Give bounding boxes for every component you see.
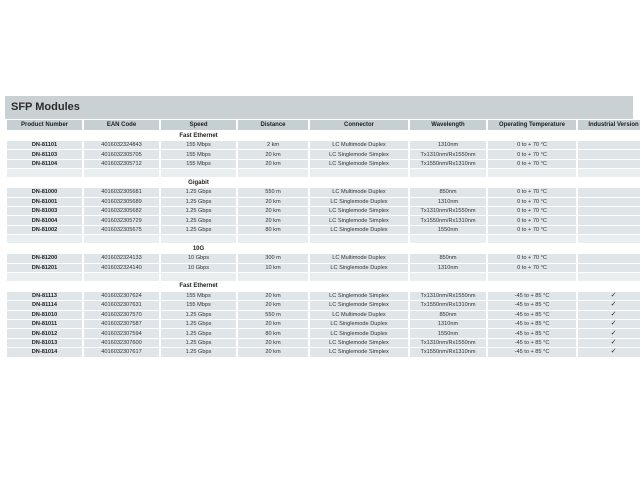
table-cell: Tx1550nm/Rx1310nm	[410, 216, 486, 224]
section-header-cell	[488, 244, 576, 253]
product-number-cell: DN-81010	[7, 311, 82, 319]
industrial-check-icon	[578, 141, 640, 149]
table-cell: LC Singlemode Simplex	[310, 339, 408, 347]
section-header	[7, 131, 640, 140]
table-cell: 20 km	[238, 292, 308, 300]
section-header-cell	[238, 244, 308, 253]
table-cell: 550 m	[238, 188, 308, 196]
spacer-cell	[7, 235, 82, 243]
table-cell: 4016032307587	[84, 320, 159, 328]
section-header-cell	[488, 282, 576, 291]
table-cell: 0 to + 70 °C	[488, 264, 576, 272]
table-cell: 4016032305689	[84, 198, 159, 206]
table-row	[7, 226, 640, 234]
table-row	[7, 292, 640, 300]
table-cell: Tx1310nm/Rx1550nm	[410, 292, 486, 300]
table-row	[7, 150, 640, 158]
sfp-modules-sheet	[5, 96, 639, 358]
table-cell: 20 km	[238, 207, 308, 215]
table-row	[7, 264, 640, 272]
section-header-cell	[7, 178, 82, 187]
section-name: Fast Ethernet	[161, 282, 236, 291]
table-cell: Tx1310nm/Rx1550nm	[410, 339, 486, 347]
table-row	[7, 160, 640, 168]
table-cell: 0 to + 70 °C	[488, 141, 576, 149]
table-cell: 20 km	[238, 301, 308, 309]
table-cell: 1310nm	[410, 198, 486, 206]
table-cell: 0 to + 70 °C	[488, 216, 576, 224]
table-cell: 20 km	[238, 339, 308, 347]
table-cell: 155 Mbps	[161, 160, 236, 168]
table-cell: LC Singlemode Simplex	[310, 292, 408, 300]
product-number-cell: DN-81002	[7, 226, 82, 234]
industrial-check-icon: ✓	[578, 292, 640, 300]
table-cell: LC Multimode Duplex	[310, 254, 408, 262]
section-header	[7, 282, 640, 291]
table-cell: 1310nm	[410, 141, 486, 149]
section-spacer	[7, 169, 640, 177]
table-cell: 4016032307631	[84, 301, 159, 309]
section-header-cell	[410, 282, 486, 291]
table-cell: 1.25 Gbps	[161, 226, 236, 234]
table-cell: 4016032305675	[84, 226, 159, 234]
column-header: Operating Temperature	[488, 120, 576, 130]
spacer-cell	[578, 169, 640, 177]
section-header-cell	[84, 178, 159, 187]
table-cell: LC Singlemode Simplex	[310, 150, 408, 158]
table-cell: 1.25 Gbps	[161, 320, 236, 328]
table-cell: -45 to + 85 °C	[488, 348, 576, 356]
table-row	[7, 188, 640, 196]
table-cell: LC Multimode Duplex	[310, 311, 408, 319]
section-header-cell	[84, 282, 159, 291]
table-cell: 1.25 Gbps	[161, 339, 236, 347]
table-cell: 20 km	[238, 160, 308, 168]
section-header-cell	[578, 178, 640, 187]
table-cell: 0 to + 70 °C	[488, 198, 576, 206]
section-header-cell	[84, 244, 159, 253]
section-header-cell	[410, 131, 486, 140]
spacer-cell	[161, 273, 236, 281]
spacer-cell	[578, 235, 640, 243]
table-cell: -45 to + 85 °C	[488, 320, 576, 328]
table-body	[7, 131, 640, 357]
table-cell: 0 to + 70 °C	[488, 150, 576, 158]
table-cell: 4016032305682	[84, 207, 159, 215]
spacer-cell	[310, 273, 408, 281]
table-cell: -45 to + 85 °C	[488, 292, 576, 300]
table-cell: 0 to + 70 °C	[488, 160, 576, 168]
table-cell: 4016032305729	[84, 216, 159, 224]
table-cell: 1310nm	[410, 320, 486, 328]
column-header: Connector	[310, 120, 408, 130]
spacer-cell	[84, 235, 159, 243]
table-cell: 0 to + 70 °C	[488, 226, 576, 234]
section-header-cell	[84, 131, 159, 140]
spacer-cell	[238, 235, 308, 243]
table-cell: LC Singlemode Simplex	[310, 160, 408, 168]
product-number-cell: DN-81001	[7, 198, 82, 206]
table-row	[7, 329, 640, 337]
header-row	[7, 120, 640, 130]
industrial-check-icon: ✓	[578, 311, 640, 319]
table-cell: 155 Mbps	[161, 301, 236, 309]
industrial-check-icon	[578, 150, 640, 158]
table-cell: 20 km	[238, 198, 308, 206]
table-cell: LC Singlemode Simplex	[310, 301, 408, 309]
industrial-check-icon	[578, 216, 640, 224]
table-cell: 4016032307594	[84, 329, 159, 337]
table-cell: 1.25 Gbps	[161, 216, 236, 224]
industrial-check-icon: ✓	[578, 339, 640, 347]
spacer-cell	[310, 235, 408, 243]
table-cell: 4016032307617	[84, 348, 159, 356]
spacer-cell	[410, 235, 486, 243]
table-cell: Tx1550nm/Rx1310nm	[410, 301, 486, 309]
spacer-cell	[238, 169, 308, 177]
product-number-cell: DN-81113	[7, 292, 82, 300]
industrial-check-icon: ✓	[578, 301, 640, 309]
table-cell: 20 km	[238, 150, 308, 158]
table-row	[7, 141, 640, 149]
table-cell: 1.25 Gbps	[161, 198, 236, 206]
table-row	[7, 254, 640, 262]
product-number-cell: DN-81000	[7, 188, 82, 196]
section-name: 10G	[161, 244, 236, 253]
table-row	[7, 198, 640, 206]
industrial-check-icon	[578, 207, 640, 215]
table-cell: 1550nm	[410, 226, 486, 234]
table-cell: 4016032324140	[84, 264, 159, 272]
table-cell: LC Singlemode Duplex	[310, 226, 408, 234]
table-row	[7, 348, 640, 356]
table-row	[7, 216, 640, 224]
section-header-cell	[238, 131, 308, 140]
table-cell: LC Singlemode Simplex	[310, 216, 408, 224]
table-cell: 10 Gbps	[161, 264, 236, 272]
table-cell: 2 km	[238, 141, 308, 149]
section-header-cell	[578, 244, 640, 253]
table-cell: 850nm	[410, 311, 486, 319]
product-number-cell: DN-81103	[7, 150, 82, 158]
section-header-cell	[238, 178, 308, 187]
table-cell: -45 to + 85 °C	[488, 339, 576, 347]
table-row	[7, 207, 640, 215]
industrial-check-icon	[578, 198, 640, 206]
table-cell: 80 km	[238, 329, 308, 337]
section-spacer	[7, 235, 640, 243]
industrial-check-icon	[578, 188, 640, 196]
table-cell: 1.25 Gbps	[161, 329, 236, 337]
section-header	[7, 244, 640, 253]
table-cell: 850nm	[410, 188, 486, 196]
table-cell: 4016032305681	[84, 188, 159, 196]
table-cell: 20 km	[238, 320, 308, 328]
spacer-cell	[488, 273, 576, 281]
column-header: Speed	[161, 120, 236, 130]
section-header-cell	[310, 282, 408, 291]
table-cell: 0 to + 70 °C	[488, 188, 576, 196]
table-cell: 10 km	[238, 264, 308, 272]
table-cell: 1550nm	[410, 329, 486, 337]
section-spacer	[7, 273, 640, 281]
table-cell: 4016032307600	[84, 339, 159, 347]
spacer-cell	[238, 273, 308, 281]
product-number-cell: DN-81004	[7, 216, 82, 224]
section-header-cell	[7, 282, 82, 291]
table-cell: LC Singlemode Duplex	[310, 264, 408, 272]
section-header-cell	[488, 178, 576, 187]
section-header-cell	[238, 282, 308, 291]
product-number-cell: DN-81114	[7, 301, 82, 309]
spacer-cell	[7, 273, 82, 281]
table-cell: 155 Mbps	[161, 141, 236, 149]
column-header: Distance	[238, 120, 308, 130]
table-cell: -45 to + 85 °C	[488, 311, 576, 319]
spacer-cell	[578, 273, 640, 281]
table-cell: 550 m	[238, 311, 308, 319]
table-cell: 1310nm	[410, 264, 486, 272]
table-cell: LC Multimode Duplex	[310, 141, 408, 149]
product-number-cell: DN-81101	[7, 141, 82, 149]
table-cell: LC Singlemode Simplex	[310, 348, 408, 356]
section-header-cell	[310, 244, 408, 253]
industrial-check-icon	[578, 160, 640, 168]
table-cell: 0 to + 70 °C	[488, 207, 576, 215]
table-cell: LC Singlemode Duplex	[310, 329, 408, 337]
table-cell: 4016032307570	[84, 311, 159, 319]
product-number-cell: DN-81200	[7, 254, 82, 262]
table-cell: -45 to + 85 °C	[488, 329, 576, 337]
column-header: Industrial Version	[578, 120, 640, 130]
product-number-cell: DN-81201	[7, 264, 82, 272]
table-cell: 4016032324843	[84, 141, 159, 149]
spacer-cell	[410, 169, 486, 177]
table-cell: LC Singlemode Duplex	[310, 198, 408, 206]
section-name: Gigabit	[161, 178, 236, 187]
industrial-check-icon	[578, 264, 640, 272]
table-cell: 4016032324133	[84, 254, 159, 262]
section-header-cell	[410, 244, 486, 253]
section-name: Fast Ethernet	[161, 131, 236, 140]
column-header: Product Number	[7, 120, 82, 130]
table-cell: 300 m	[238, 254, 308, 262]
section-header-cell	[310, 178, 408, 187]
table-cell: Tx1310nm/Rx1550nm	[410, 150, 486, 158]
column-header: Wavelength	[410, 120, 486, 130]
spacer-cell	[488, 169, 576, 177]
section-header-cell	[410, 178, 486, 187]
table-cell: 155 Mbps	[161, 150, 236, 158]
industrial-check-icon: ✓	[578, 329, 640, 337]
table-cell: 1.25 Gbps	[161, 207, 236, 215]
section-header-cell	[578, 282, 640, 291]
table-cell: 850nm	[410, 254, 486, 262]
industrial-check-icon	[578, 254, 640, 262]
spacer-cell	[161, 235, 236, 243]
section-header-cell	[578, 131, 640, 140]
product-number-cell: DN-81014	[7, 348, 82, 356]
table-cell: 10 Gbps	[161, 254, 236, 262]
table-cell: 20 km	[238, 216, 308, 224]
table-cell: 4016032305712	[84, 160, 159, 168]
table-row	[7, 301, 640, 309]
table-row	[7, 320, 640, 328]
table-cell: 4016032305705	[84, 150, 159, 158]
table-cell: Tx1310nm/Rx1550nm	[410, 207, 486, 215]
page-title: SFP Modules	[5, 96, 633, 119]
spacer-cell	[84, 169, 159, 177]
table-cell: LC Multimode Duplex	[310, 188, 408, 196]
table-cell: LC Singlemode Duplex	[310, 320, 408, 328]
spacer-cell	[84, 273, 159, 281]
table-cell: 155 Mbps	[161, 292, 236, 300]
table-cell: 1.25 Gbps	[161, 311, 236, 319]
table-cell: Tx1550nm/Rx1310nm	[410, 348, 486, 356]
table-cell: LC Singlemode Simplex	[310, 207, 408, 215]
table-row	[7, 339, 640, 347]
sfp-table	[5, 119, 640, 358]
table-cell: 1.25 Gbps	[161, 188, 236, 196]
table-cell: 0 to + 70 °C	[488, 254, 576, 262]
table-cell: 20 km	[238, 348, 308, 356]
table-cell: -45 to + 85 °C	[488, 301, 576, 309]
product-number-cell: DN-81011	[7, 320, 82, 328]
product-number-cell: DN-81104	[7, 160, 82, 168]
section-header-cell	[310, 131, 408, 140]
table-row	[7, 311, 640, 319]
product-number-cell: DN-81012	[7, 329, 82, 337]
table-cell: Tx1550nm/Rx1310nm	[410, 160, 486, 168]
column-header: EAN Code	[84, 120, 159, 130]
spacer-cell	[410, 273, 486, 281]
industrial-check-icon	[578, 226, 640, 234]
spacer-cell	[161, 169, 236, 177]
industrial-check-icon: ✓	[578, 348, 640, 356]
spacer-cell	[488, 235, 576, 243]
spacer-cell	[310, 169, 408, 177]
section-header	[7, 178, 640, 187]
section-header-cell	[7, 244, 82, 253]
section-header-cell	[488, 131, 576, 140]
table-cell: 4016032307624	[84, 292, 159, 300]
table-cell: 80 km	[238, 226, 308, 234]
table-cell: 1.25 Gbps	[161, 348, 236, 356]
spacer-cell	[7, 169, 82, 177]
section-header-cell	[7, 131, 82, 140]
product-number-cell: DN-81013	[7, 339, 82, 347]
industrial-check-icon: ✓	[578, 320, 640, 328]
product-number-cell: DN-81003	[7, 207, 82, 215]
